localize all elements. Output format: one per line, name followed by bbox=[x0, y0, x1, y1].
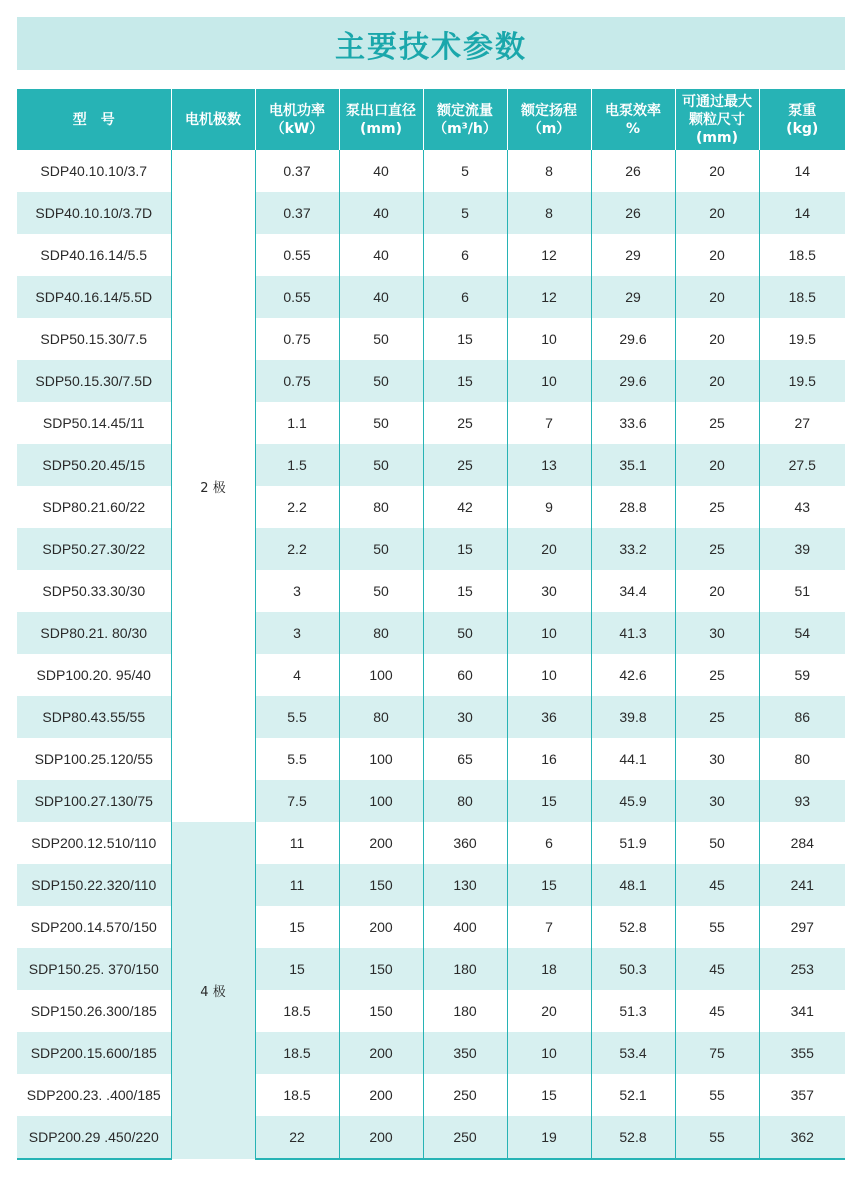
particle-size-cell: 25 bbox=[675, 528, 759, 570]
head-cell: 18 bbox=[507, 948, 591, 990]
flow-cell: 30 bbox=[423, 696, 507, 738]
power-cell: 0.37 bbox=[255, 150, 339, 192]
head-cell: 13 bbox=[507, 444, 591, 486]
header-line: (mm) bbox=[360, 120, 402, 137]
table-body bbox=[17, 150, 845, 1159]
head-cell: 7 bbox=[507, 906, 591, 948]
weight-cell: 27.5 bbox=[759, 444, 845, 486]
table-row bbox=[17, 906, 845, 948]
power-cell: 2.2 bbox=[255, 528, 339, 570]
flow-cell: 350 bbox=[423, 1032, 507, 1074]
model-cell: SDP50.27.30/22 bbox=[17, 528, 171, 570]
efficiency-cell: 48.1 bbox=[591, 864, 675, 906]
efficiency-cell: 26 bbox=[591, 150, 675, 192]
outlet-diameter-cell: 50 bbox=[339, 318, 423, 360]
poles-header bbox=[171, 89, 255, 150]
particle-size-cell: 55 bbox=[675, 1116, 759, 1159]
flow-cell: 15 bbox=[423, 528, 507, 570]
efficiency-cell: 45.9 bbox=[591, 780, 675, 822]
model-cell: SDP150.25. 370/150 bbox=[17, 948, 171, 990]
particle-size-cell: 20 bbox=[675, 444, 759, 486]
outlet-diameter-cell: 200 bbox=[339, 822, 423, 864]
head-cell: 10 bbox=[507, 1032, 591, 1074]
table-row bbox=[17, 612, 845, 654]
model-cell: SDP100.25.120/55 bbox=[34, 751, 153, 767]
model-cell: SDP50.33.30/30 bbox=[42, 583, 146, 599]
particle-size-cell: 20 bbox=[675, 360, 759, 402]
flow-cell: 25 bbox=[423, 444, 507, 486]
weight-cell: 341 bbox=[759, 990, 845, 1032]
power-cell: 3 bbox=[255, 570, 339, 612]
head-cell: 8 bbox=[507, 150, 591, 192]
flow-cell: 250 bbox=[423, 1074, 507, 1116]
table-row bbox=[17, 486, 845, 528]
weight-cell: 19.5 bbox=[759, 360, 845, 402]
particle-size-cell: 20 bbox=[675, 276, 759, 318]
outlet-diameter-cell: 100 bbox=[339, 654, 423, 696]
particle-size-cell: 75 bbox=[675, 1032, 759, 1074]
outlet-diameter-cell: 200 bbox=[339, 906, 423, 948]
table-row bbox=[17, 570, 845, 612]
flow-cell: 50 bbox=[423, 612, 507, 654]
head-cell: 10 bbox=[507, 318, 591, 360]
weight-cell: 18.5 bbox=[759, 234, 845, 276]
efficiency-cell: 33.2 bbox=[591, 528, 675, 570]
flow-cell: 180 bbox=[423, 990, 507, 1032]
head-cell: 19 bbox=[507, 1116, 591, 1159]
efficiency-cell: 26 bbox=[591, 192, 675, 234]
model-cell: SDP50.20.45/15 bbox=[17, 444, 171, 486]
outlet-diameter-cell: 150 bbox=[339, 864, 423, 906]
outlet-diameter-cell: 80 bbox=[339, 696, 423, 738]
weight-cell: 59 bbox=[759, 654, 845, 696]
model-cell: SDP150.26.300/185 bbox=[30, 1003, 157, 1019]
flow-cell: 130 bbox=[423, 864, 507, 906]
particle-size-cell: 20 bbox=[675, 318, 759, 360]
header-line: 泵出口直径 bbox=[346, 102, 416, 119]
power-cell: 0.55 bbox=[255, 234, 339, 276]
header-line: 可通过最大 bbox=[682, 93, 752, 110]
header-line: 颗粒尺寸 bbox=[689, 111, 745, 128]
power-cell: 1.5 bbox=[255, 444, 339, 486]
header-row bbox=[17, 89, 845, 150]
model-cell: SDP40.10.10/3.7D bbox=[17, 192, 171, 234]
outlet-diameter-cell: 150 bbox=[339, 990, 423, 1032]
particle-size-cell: 20 bbox=[675, 150, 759, 192]
particle-size-cell: 45 bbox=[675, 864, 759, 906]
flow-cell: 15 bbox=[423, 570, 507, 612]
power-cell: 18.5 bbox=[255, 1032, 339, 1074]
pole-group-cell: 2 极 bbox=[171, 150, 255, 822]
model-cell: SDP200.15.600/185 bbox=[17, 1032, 171, 1074]
particle-size-cell: 20 bbox=[675, 192, 759, 234]
model-cell: SDP200.12.510/110 bbox=[31, 835, 157, 851]
header-line: 型 号 bbox=[72, 111, 115, 128]
flow-cell: 60 bbox=[423, 654, 507, 696]
power-cell: 18.5 bbox=[255, 990, 339, 1032]
particle-size-cell: 55 bbox=[675, 1074, 759, 1116]
model-cell: SDP80.21.60/22 bbox=[42, 499, 146, 515]
weight-cell: 253 bbox=[759, 948, 845, 990]
efficiency-cell: 51.3 bbox=[591, 990, 675, 1032]
particle-size-cell: 20 bbox=[675, 234, 759, 276]
head-cell: 9 bbox=[507, 486, 591, 528]
outlet-diameter-cell: 100 bbox=[339, 780, 423, 822]
outlet-diameter-cell: 40 bbox=[339, 150, 423, 192]
outlet-diameter-cell: 200 bbox=[339, 1032, 423, 1074]
head-cell: 6 bbox=[507, 822, 591, 864]
model-cell: SDP80.21. 80/30 bbox=[17, 612, 171, 654]
table-row bbox=[17, 1032, 845, 1074]
table-row bbox=[17, 990, 845, 1032]
flow-cell: 360 bbox=[423, 822, 507, 864]
head-cell: 8 bbox=[507, 192, 591, 234]
efficiency-cell: 52.8 bbox=[591, 1116, 675, 1159]
table-row bbox=[17, 150, 845, 192]
efficiency-header bbox=[591, 89, 675, 150]
header-line: (kg) bbox=[786, 120, 819, 137]
power-cell: 15 bbox=[255, 948, 339, 990]
flow-cell: 25 bbox=[423, 402, 507, 444]
power-cell: 15 bbox=[255, 906, 339, 948]
header-line: 泵重 bbox=[788, 102, 817, 119]
flow-cell: 6 bbox=[423, 276, 507, 318]
flow-header bbox=[423, 89, 507, 150]
table-row bbox=[17, 276, 845, 318]
outlet-diameter-cell: 50 bbox=[339, 444, 423, 486]
head-cell: 15 bbox=[507, 1074, 591, 1116]
model-cell: SDP100.27.130/75 bbox=[17, 780, 171, 822]
head-cell: 15 bbox=[507, 780, 591, 822]
weight-cell: 43 bbox=[759, 486, 845, 528]
power-header bbox=[255, 89, 339, 150]
table-row bbox=[17, 780, 845, 822]
weight-cell: 86 bbox=[759, 696, 845, 738]
table-row bbox=[17, 444, 845, 486]
spec-table bbox=[17, 89, 845, 1160]
particle-size-cell: 30 bbox=[675, 612, 759, 654]
weight-cell: 284 bbox=[759, 822, 845, 864]
efficiency-cell: 39.8 bbox=[591, 696, 675, 738]
power-cell: 5.5 bbox=[255, 738, 339, 780]
outlet-diameter-cell: 40 bbox=[339, 276, 423, 318]
outlet-diameter-cell: 80 bbox=[339, 612, 423, 654]
weight-cell: 18.5 bbox=[759, 276, 845, 318]
particle-size-cell: 25 bbox=[675, 696, 759, 738]
head-cell: 12 bbox=[507, 234, 591, 276]
model-cell: SDP40.10.10/3.7 bbox=[40, 163, 148, 179]
particle-size-cell: 30 bbox=[675, 738, 759, 780]
particle-size-cell: 20 bbox=[675, 570, 759, 612]
header-line: 电泵效率 bbox=[605, 102, 661, 119]
table-row bbox=[17, 1116, 845, 1159]
power-cell: 1.1 bbox=[255, 402, 339, 444]
model-cell: SDP40.16.14/5.5 bbox=[40, 247, 148, 263]
outlet-diameter-cell: 50 bbox=[339, 528, 423, 570]
head-cell: 7 bbox=[507, 402, 591, 444]
flow-cell: 6 bbox=[423, 234, 507, 276]
flow-cell: 42 bbox=[423, 486, 507, 528]
weight-cell: 297 bbox=[759, 906, 845, 948]
weight-cell: 357 bbox=[759, 1074, 845, 1116]
particle-size-header bbox=[675, 89, 759, 150]
head-cell: 30 bbox=[507, 570, 591, 612]
title-bar bbox=[17, 17, 845, 70]
header-line: （kW） bbox=[270, 120, 324, 137]
header-line: （m³/h） bbox=[433, 120, 497, 137]
outlet-diameter-cell: 50 bbox=[339, 360, 423, 402]
weight-cell: 93 bbox=[759, 780, 845, 822]
header-line: % bbox=[625, 120, 641, 137]
weight-cell: 14 bbox=[759, 192, 845, 234]
power-cell: 0.75 bbox=[255, 318, 339, 360]
table-row bbox=[17, 738, 845, 780]
table-row bbox=[17, 822, 845, 864]
model-cell: SDP200.14.570/150 bbox=[30, 919, 157, 935]
flow-cell: 15 bbox=[423, 360, 507, 402]
head-cell: 10 bbox=[507, 654, 591, 696]
flow-cell: 400 bbox=[423, 906, 507, 948]
power-cell: 0.75 bbox=[255, 360, 339, 402]
header-line: (mm) bbox=[696, 129, 738, 146]
model-header bbox=[17, 89, 171, 150]
flow-cell: 250 bbox=[423, 1116, 507, 1159]
header-line: 额定流量 bbox=[437, 102, 493, 119]
head-cell: 36 bbox=[507, 696, 591, 738]
header-line: 额定扬程 bbox=[521, 102, 577, 119]
particle-size-cell: 30 bbox=[675, 780, 759, 822]
weight-cell: 27 bbox=[759, 402, 845, 444]
efficiency-cell: 29 bbox=[591, 234, 675, 276]
model-cell: SDP50.15.30/7.5D bbox=[17, 360, 171, 402]
table-row bbox=[17, 192, 845, 234]
head-cell: 12 bbox=[507, 276, 591, 318]
efficiency-cell: 42.6 bbox=[591, 654, 675, 696]
efficiency-cell: 50.3 bbox=[591, 948, 675, 990]
model-cell: SDP40.16.14/5.5D bbox=[17, 276, 171, 318]
weight-cell: 19.5 bbox=[759, 318, 845, 360]
power-cell: 4 bbox=[255, 654, 339, 696]
particle-size-cell: 25 bbox=[675, 486, 759, 528]
efficiency-cell: 29 bbox=[591, 276, 675, 318]
head-cell: 20 bbox=[507, 528, 591, 570]
efficiency-cell: 41.3 bbox=[591, 612, 675, 654]
particle-size-cell: 45 bbox=[675, 948, 759, 990]
head-cell: 15 bbox=[507, 864, 591, 906]
efficiency-cell: 35.1 bbox=[591, 444, 675, 486]
model-cell: SDP150.22.320/110 bbox=[17, 864, 171, 906]
header-line: （m） bbox=[527, 120, 571, 137]
outlet-diameter-cell: 50 bbox=[339, 402, 423, 444]
weight-cell: 14 bbox=[759, 150, 845, 192]
header-line: 电机功率 bbox=[269, 102, 325, 119]
weight-cell: 241 bbox=[759, 864, 845, 906]
efficiency-cell: 52.1 bbox=[591, 1074, 675, 1116]
table-row bbox=[17, 948, 845, 990]
efficiency-cell: 44.1 bbox=[591, 738, 675, 780]
flow-cell: 5 bbox=[423, 192, 507, 234]
power-cell: 0.55 bbox=[255, 276, 339, 318]
model-cell: SDP200.29 .450/220 bbox=[17, 1116, 171, 1159]
power-cell: 22 bbox=[255, 1116, 339, 1159]
power-cell: 2.2 bbox=[255, 486, 339, 528]
power-cell: 3 bbox=[255, 612, 339, 654]
power-cell: 18.5 bbox=[255, 1074, 339, 1116]
outlet-diameter-cell: 100 bbox=[339, 738, 423, 780]
weight-cell: 39 bbox=[759, 528, 845, 570]
head-cell: 10 bbox=[507, 612, 591, 654]
table-row bbox=[17, 864, 845, 906]
outlet-diameter-cell: 80 bbox=[339, 486, 423, 528]
particle-size-cell: 55 bbox=[675, 906, 759, 948]
table-row bbox=[17, 696, 845, 738]
outlet-diameter-cell: 150 bbox=[339, 948, 423, 990]
efficiency-cell: 33.6 bbox=[591, 402, 675, 444]
model-cell: SDP50.15.30/7.5 bbox=[40, 331, 148, 347]
model-cell: SDP100.20. 95/40 bbox=[36, 667, 151, 683]
flow-cell: 15 bbox=[423, 318, 507, 360]
power-cell: 5.5 bbox=[255, 696, 339, 738]
efficiency-cell: 28.8 bbox=[591, 486, 675, 528]
weight-cell: 355 bbox=[759, 1032, 845, 1074]
outlet-diameter-cell: 40 bbox=[339, 192, 423, 234]
power-cell: 0.37 bbox=[255, 192, 339, 234]
outlet-diameter-cell: 200 bbox=[339, 1074, 423, 1116]
particle-size-cell: 45 bbox=[675, 990, 759, 1032]
table-row bbox=[17, 1074, 845, 1116]
particle-size-cell: 25 bbox=[675, 654, 759, 696]
power-cell: 11 bbox=[255, 864, 339, 906]
flow-cell: 80 bbox=[423, 780, 507, 822]
particle-size-cell: 50 bbox=[675, 822, 759, 864]
flow-cell: 180 bbox=[423, 948, 507, 990]
outlet-diameter-header bbox=[339, 89, 423, 150]
efficiency-cell: 53.4 bbox=[591, 1032, 675, 1074]
outlet-diameter-cell: 40 bbox=[339, 234, 423, 276]
head-cell: 20 bbox=[507, 990, 591, 1032]
model-cell: SDP50.14.45/11 bbox=[42, 415, 145, 431]
weight-cell: 54 bbox=[759, 612, 845, 654]
weight-cell: 362 bbox=[759, 1116, 845, 1159]
particle-size-cell: 25 bbox=[675, 402, 759, 444]
page-title: 主要技术参数 bbox=[335, 29, 527, 65]
pole-group-cell: 4 极 bbox=[171, 822, 255, 1159]
table-row bbox=[17, 402, 845, 444]
head-cell: 10 bbox=[507, 360, 591, 402]
table-row bbox=[17, 654, 845, 696]
power-cell: 7.5 bbox=[255, 780, 339, 822]
table-row bbox=[17, 360, 845, 402]
outlet-diameter-cell: 200 bbox=[339, 1116, 423, 1159]
flow-cell: 5 bbox=[423, 150, 507, 192]
header-line: 电机极数 bbox=[185, 111, 241, 128]
weight-cell: 80 bbox=[759, 738, 845, 780]
table-row bbox=[17, 234, 845, 276]
outlet-diameter-cell: 50 bbox=[339, 570, 423, 612]
power-cell: 11 bbox=[255, 822, 339, 864]
flow-cell: 65 bbox=[423, 738, 507, 780]
weight-header bbox=[759, 89, 845, 150]
efficiency-cell: 51.9 bbox=[591, 822, 675, 864]
head-cell: 16 bbox=[507, 738, 591, 780]
efficiency-cell: 29.6 bbox=[591, 318, 675, 360]
weight-cell: 51 bbox=[759, 570, 845, 612]
efficiency-cell: 29.6 bbox=[591, 360, 675, 402]
model-cell: SDP80.43.55/55 bbox=[17, 696, 171, 738]
head-header bbox=[507, 89, 591, 150]
table-row bbox=[17, 318, 845, 360]
table-row bbox=[17, 528, 845, 570]
efficiency-cell: 34.4 bbox=[591, 570, 675, 612]
model-cell: SDP200.23. .400/185 bbox=[26, 1087, 161, 1103]
efficiency-cell: 52.8 bbox=[591, 906, 675, 948]
